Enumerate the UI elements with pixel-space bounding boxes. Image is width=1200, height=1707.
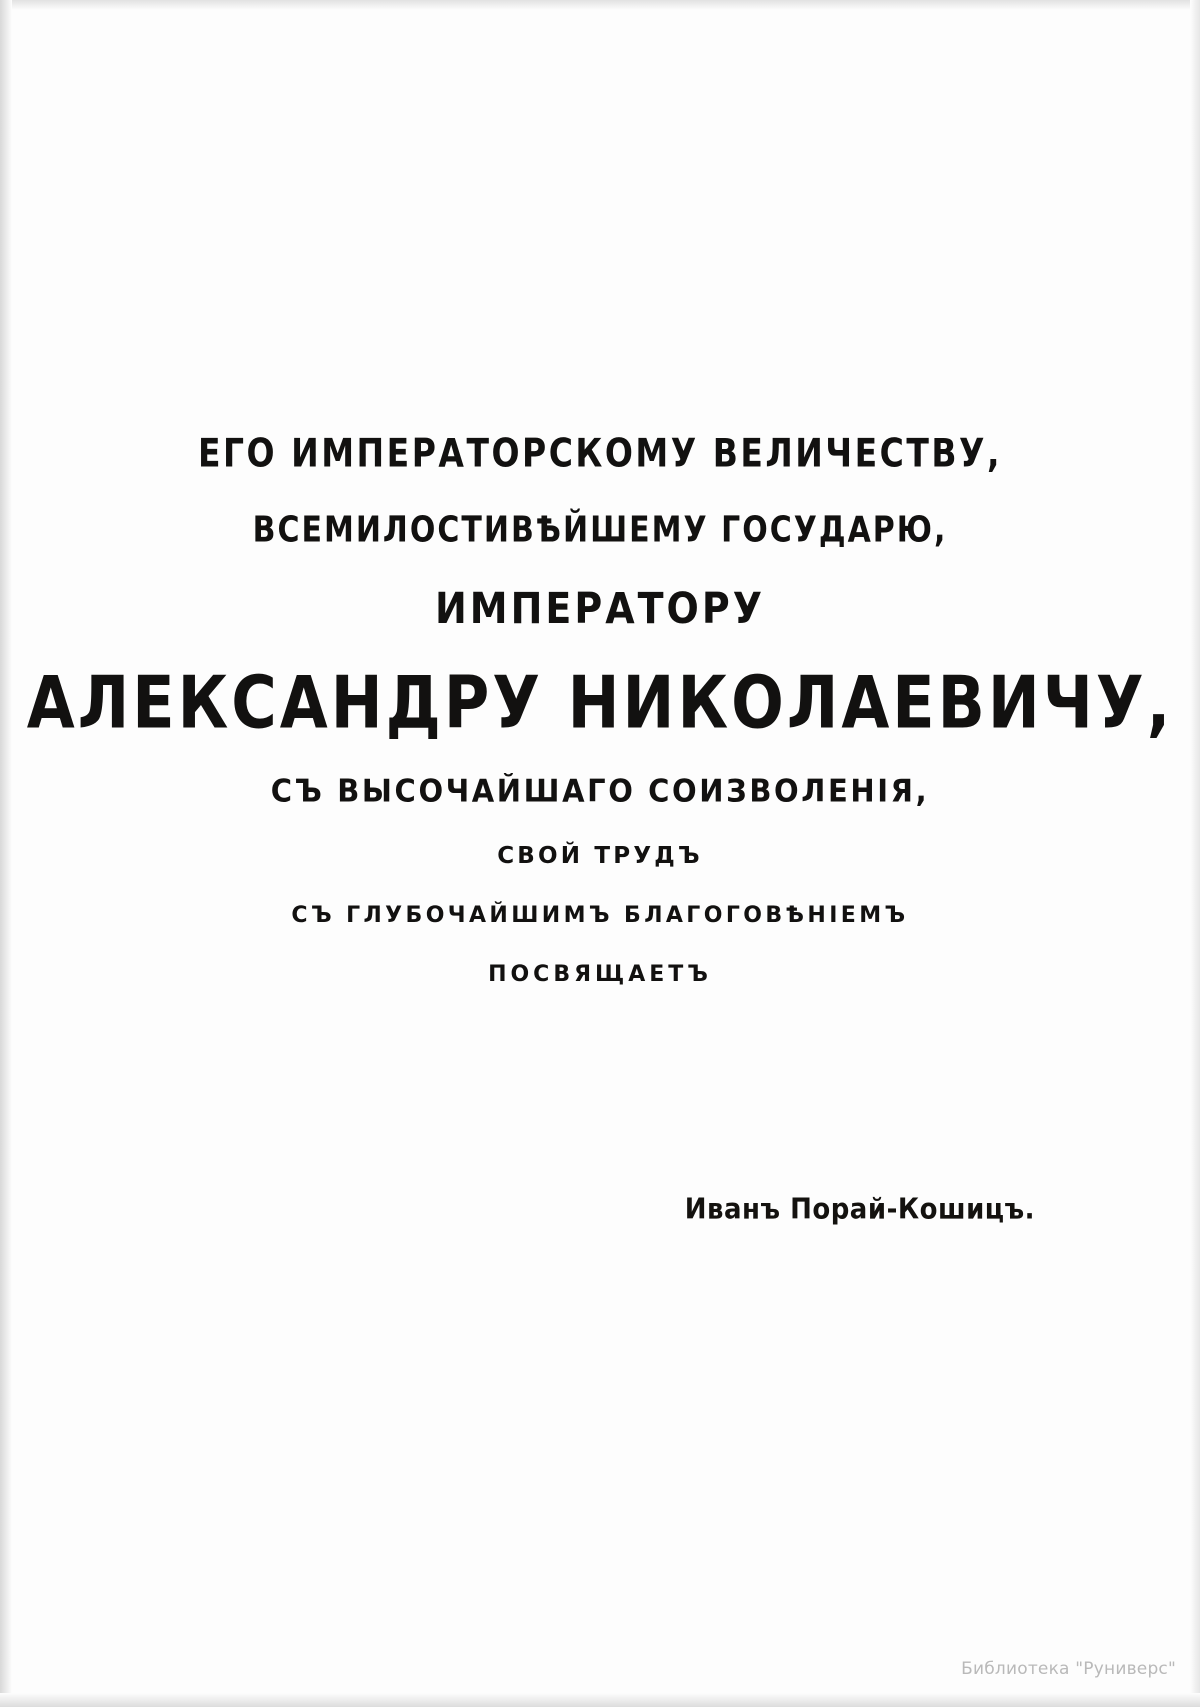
dedication-line-3: ИМПЕРАТОРУ (434, 584, 765, 634)
dedication-line-1: ЕГО ИМПЕРАТОРСКОМУ ВЕЛИЧЕСТВУ, (197, 430, 1002, 477)
signature-text: Иванъ Порай-Кошицъ. (684, 1193, 1035, 1227)
dedication-line-5: СЪ ВЫСОЧАЙШАГО СОИЗВОЛЕНІЯ, (270, 773, 930, 810)
signature (0, 1195, 1200, 1225)
dedication-line-8: ПОСВЯЩАЕТЪ (488, 962, 712, 987)
dedication-line-2: ВСЕМИЛОСТИВѢЙШЕМУ ГОСУДАРЮ, (252, 509, 948, 551)
dedication-line-6: СВОЙ ТРУДЪ (497, 843, 703, 869)
scan-edge-bottom (0, 1693, 1200, 1707)
dedication-line-7: СЪ ГЛУБОЧАЙШИМЪ БЛАГОГОВѢНІЕМЪ (291, 903, 909, 928)
scan-edge-top (0, 0, 1200, 10)
dedication-line-4: АЛЕКСАНДРУ НИКОЛАЕВИЧУ, (26, 660, 1174, 745)
dedication-block (0, 430, 1200, 987)
library-stamp: Библиотека "Руниверс" (961, 1659, 1176, 1679)
